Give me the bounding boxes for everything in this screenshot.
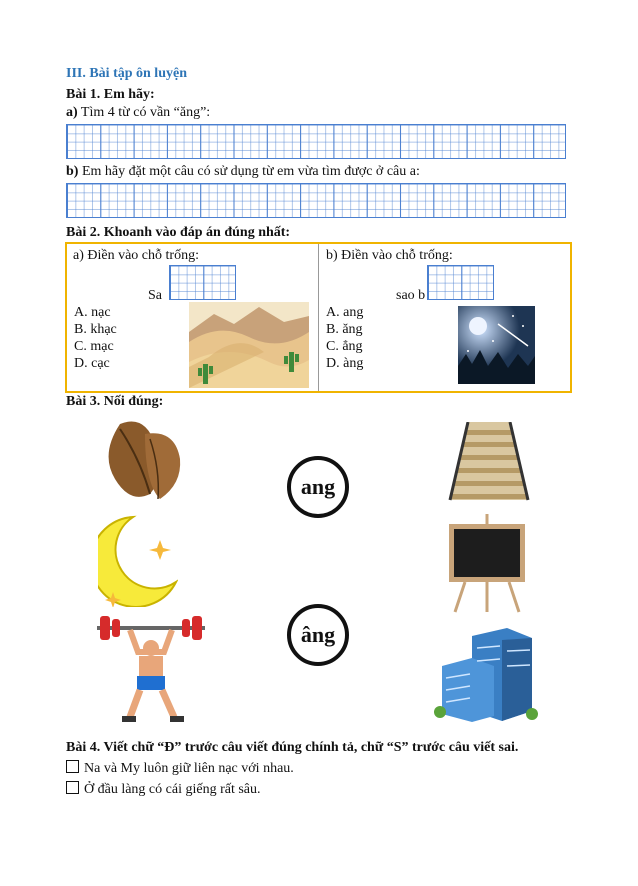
exercise-2b-option-a[interactable]: A. ang [326,305,364,320]
exercise-4-item-2 [66,781,261,798]
exercise-1a-text: Tìm 4 từ có vần “ăng”: [80,105,211,120]
exercise-2-title: Bài 2. Khoanh vào đáp án đúng nhất: [66,225,291,240]
exercise-2a-option-b[interactable]: B. khạc [74,322,117,337]
exercise-2a-prefix: Sa [148,288,162,303]
checkbox-icon[interactable] [66,781,79,794]
syllable-circle-ang-hat[interactable]: âng [287,604,349,666]
exercise-2a-prompt: a) Điền vào chỗ trống: [73,248,199,263]
exercise-4-title: Bài 4. Viết chữ “Đ” trước câu viết đúng chính tả, chữ “S” trước câu viết sai. [66,740,519,755]
dry-leaf-icon [100,414,185,506]
shooting-star-night-icon [458,306,535,384]
checkbox-icon[interactable] [66,760,79,773]
stairs-icon [448,422,530,502]
exercise-2b-option-b[interactable]: B. ăng [326,322,363,337]
exercise-1a-question [66,104,210,121]
exercise-4-item-2-text: Ở đầu làng có cái giếng rất sâu. [84,782,261,797]
weightlifter-icon [92,612,210,724]
exercise-1b-question [66,163,420,180]
exercise-4-item-1 [66,760,294,777]
writing-grid-1a[interactable] [66,124,566,159]
exercise-2b-option-c[interactable]: C. ẳng [326,339,363,354]
syllable-circle-ang[interactable]: ang [287,456,349,518]
writing-grid-1b[interactable] [66,183,566,218]
exercise-3-title: Bài 3. Nối đúng: [66,394,164,409]
exercise-2a-option-a[interactable]: A. nạc [74,305,111,320]
exercise-1b-label: b) [66,164,79,179]
section-title: III. Bài tập ôn luyện [66,66,187,81]
exercise-4-item-1-text: Na và My luôn giữ liên nạc với nhau. [84,761,294,776]
building-icon [432,626,540,722]
exercise-1a-label: a) [66,105,78,120]
exercise-2-divider [318,244,319,391]
exercise-2b-option-d[interactable]: D. àng [326,356,364,371]
exercise-2b-prefix: sao b [396,288,426,303]
crescent-moon-icon [98,512,178,607]
exercise-2a-option-d[interactable]: D. cạc [74,356,110,371]
exercise-1b-text: Em hãy đặt một câu có sử dụng từ em vừa tìm được ở câu a: [81,164,420,179]
blackboard-icon [445,512,529,614]
exercise-2a-answer-box[interactable] [169,265,236,300]
exercise-2b-prompt: b) Điền vào chỗ trống: [326,248,453,263]
exercise-1-title: Bài 1. Em hãy: [66,87,155,102]
exercise-2b-answer-box[interactable] [427,265,494,300]
desert-icon [189,302,309,388]
exercise-2a-option-c[interactable]: C. mạc [74,339,114,354]
